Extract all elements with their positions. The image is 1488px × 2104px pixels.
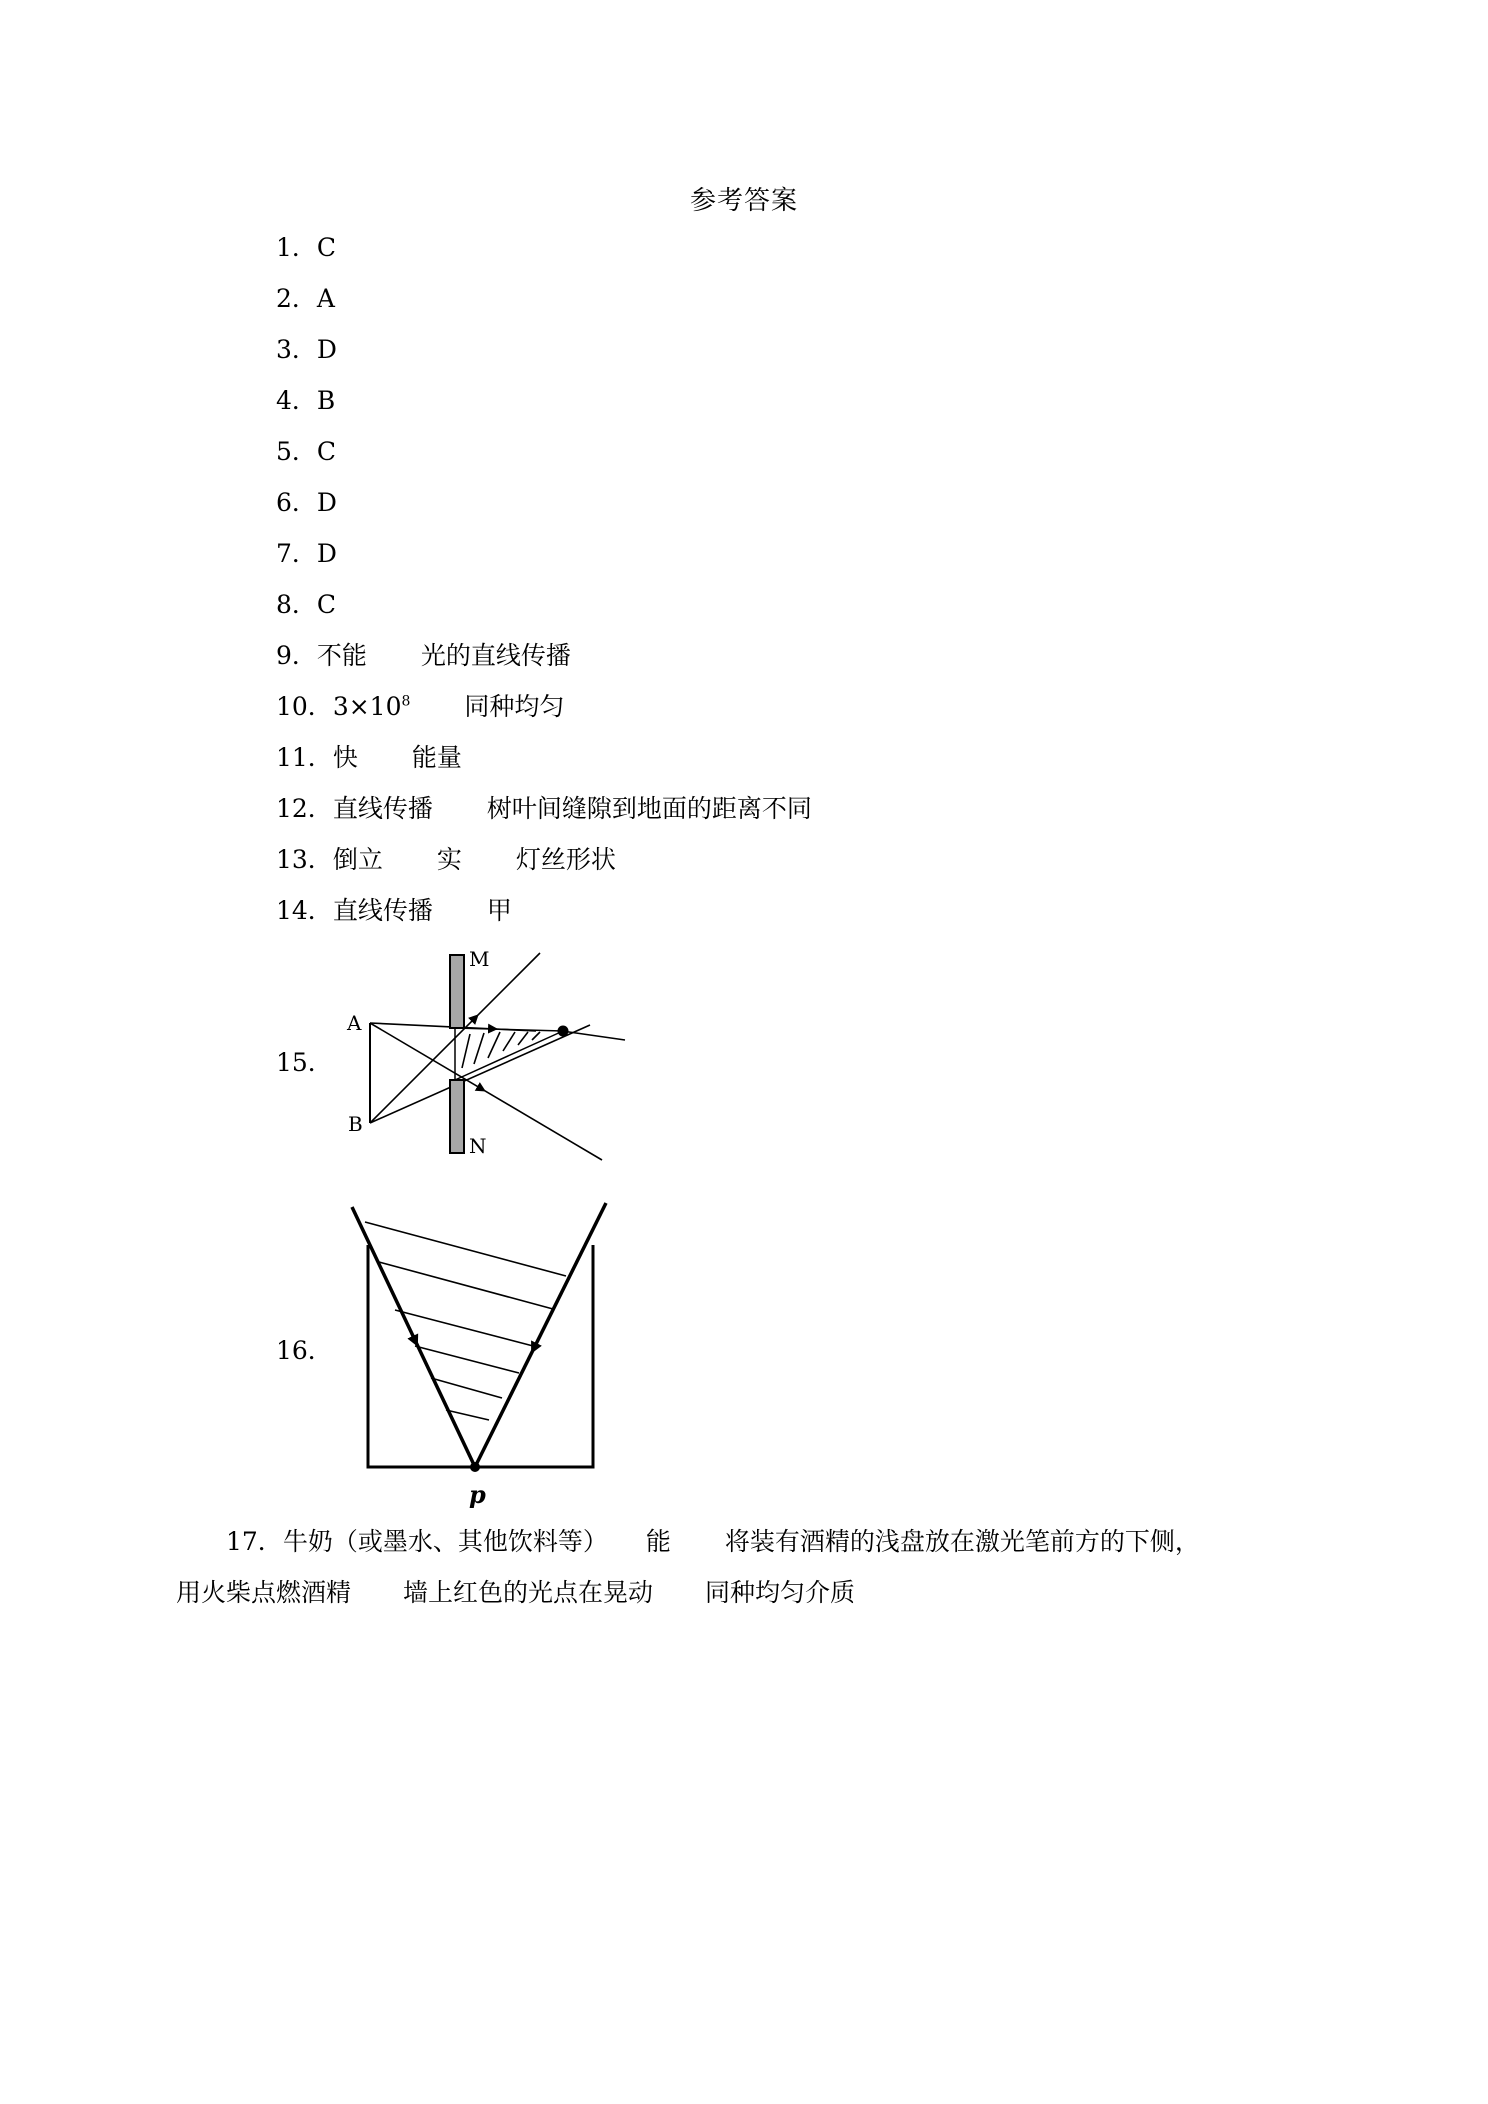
screen-m [450,955,464,1028]
answer-text: C [316,437,337,466]
answer-number: 13． [276,845,333,874]
eye-point [558,1026,569,1037]
answer-13 [276,845,616,875]
point-p [470,1462,480,1472]
answer-text: D [316,539,337,568]
answer-text: D [316,488,337,517]
page-title: 参考答案 [689,186,798,216]
answer-text: 用火柴点燃酒精 [176,1578,352,1607]
answer-text: D [316,335,337,364]
exponent: 8 [401,693,411,710]
answer-number: 12． [276,794,333,823]
shadow-region [455,1028,563,1080]
answer-number: 5． [276,437,317,466]
answer-2 [276,284,335,314]
figure-16-diagram [340,1195,620,1515]
answer-17 [176,1516,1296,1618]
answer-3 [276,335,337,365]
figure-15-diagram [340,945,640,1170]
answer-number: 7． [276,539,317,568]
answer-number: 17． [226,1527,283,1556]
answer-text: 光的直线传播 [420,641,571,670]
container-box [368,1245,593,1467]
answer-text: 树叶间缝隙到地面的距离不同 [486,794,812,823]
answer-5 [276,437,336,467]
answer-text: C [316,590,337,619]
answer-16-number: 16． [276,1336,333,1365]
answer-number: 14． [276,896,333,925]
answer-number: 1． [276,233,317,262]
answer-text: 甲 [486,896,512,925]
answer-number: 3． [276,335,317,364]
answer-text: 同种均匀介质 [705,1578,856,1607]
label-a: A [347,1011,362,1035]
answer-number: 11． [276,743,333,772]
answer-text: 直线传播 [332,896,433,925]
answer-text: C [316,233,337,262]
answer-text: 快 [332,743,358,772]
answer-number: 10． [276,692,333,721]
answer-text: 能 [645,1527,671,1556]
answer-15-number: 15． [276,1048,333,1077]
answer-1 [276,233,336,263]
answer-text: 同种均匀 [464,692,565,721]
answer-number: 8． [276,590,317,619]
answer-text: 墙上红色的光点在晃动 [403,1578,654,1607]
answer-text: 直线传播 [332,794,433,823]
answer-4 [276,386,335,416]
label-m: M [469,947,490,971]
ray-b-bottom [370,1025,590,1123]
answer-text: 倒立 [332,845,383,874]
ray-right [475,1203,606,1467]
answer-8 [276,590,336,620]
answer-number: 9． [276,641,317,670]
answer-text: A [316,284,335,313]
answer-10 [276,692,564,722]
label-p: p [469,1480,486,1509]
answer-text: 将装有酒精的浅盘放在激光笔前方的下侧， [724,1527,1200,1556]
label-b: B [348,1112,363,1136]
answer-text: 不能 [316,641,367,670]
answer-text: 牛奶（或墨水、其他饮料等） [282,1527,608,1556]
answer-number: 2． [276,284,317,313]
answer-number: 4． [276,386,317,415]
shadow-lines [365,1222,566,1420]
answer-6 [276,488,337,518]
answer-9 [276,641,571,671]
answer-text: B [316,386,336,415]
answer-7 [276,539,337,569]
answer-14 [276,896,512,926]
answer-text: 灯丝形状 [515,845,616,874]
answer-number: 6． [276,488,317,517]
answer-text: 实 [436,845,462,874]
answer-text: 3×10 [332,692,402,721]
screen-n [450,1080,464,1153]
label-n: N [469,1134,487,1158]
answer-text: 能量 [411,743,462,772]
answer-12 [276,794,812,824]
answer-11 [276,743,462,773]
